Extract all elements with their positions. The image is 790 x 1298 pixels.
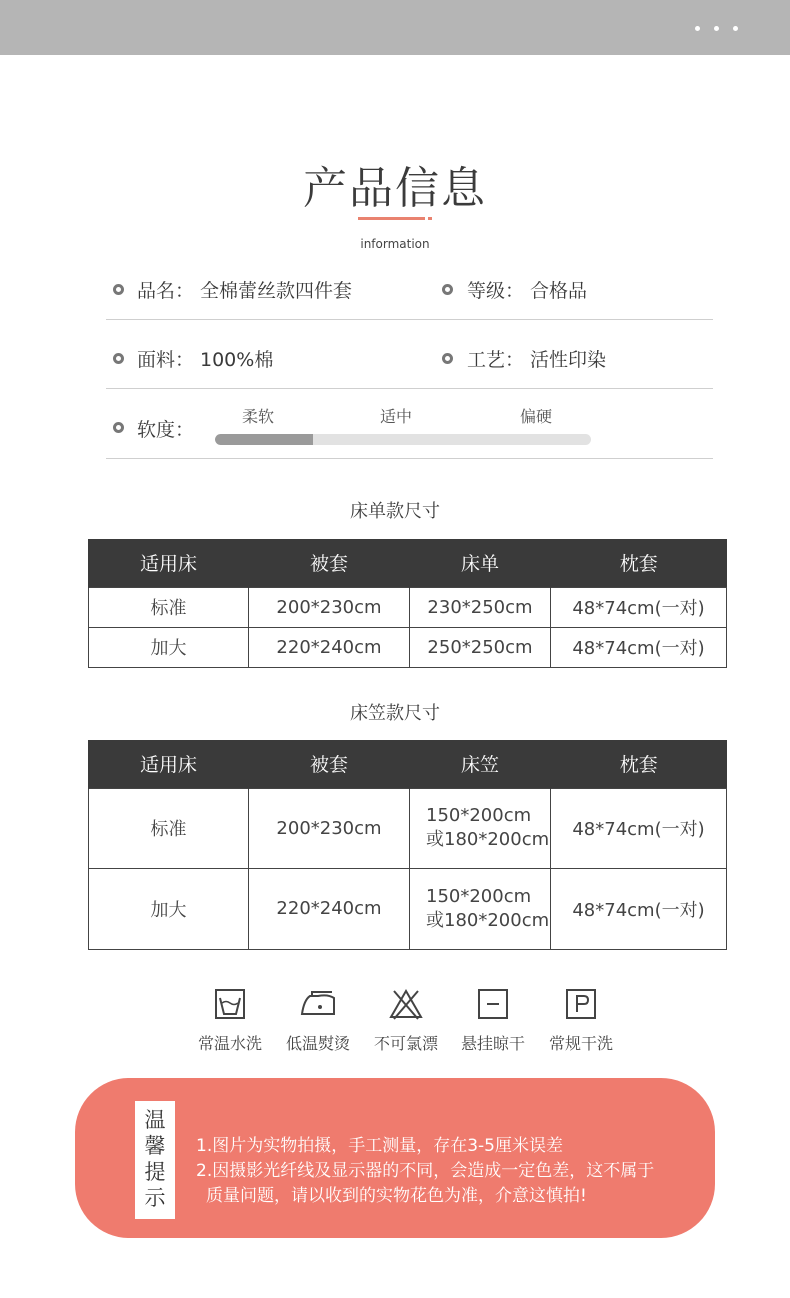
table-cell: 220*240cm (249, 868, 410, 949)
table-header-row (89, 539, 727, 587)
table-cell: 250*250cm (410, 627, 551, 667)
page-subtitle: information (360, 237, 430, 251)
hang-dry-icon (477, 988, 509, 1020)
fabric-value: 100%棉 (200, 349, 274, 371)
bullet-icon (113, 422, 124, 433)
care-item-dryclean (536, 988, 626, 1054)
cell-line: 或180*200cm (426, 829, 550, 850)
table-cell: 48*74cm(一对) (551, 788, 727, 868)
table-cell: 标准 (89, 788, 249, 868)
care-item-wash (185, 988, 275, 1054)
column-header: 被套 (249, 740, 410, 788)
table-row (89, 627, 727, 667)
grade-label: 等级： (467, 280, 525, 302)
notice-tag-char: 馨 (144, 1134, 166, 1158)
notice-box (75, 1078, 715, 1238)
notice-tag-char: 示 (144, 1186, 166, 1210)
flat-size-table (88, 539, 727, 668)
table-row (89, 587, 727, 627)
table-cell: 加大 (89, 627, 249, 667)
notice-tag-char: 提 (144, 1160, 166, 1184)
bullet-icon (442, 284, 453, 295)
care-label: 悬挂晾干 (460, 1034, 525, 1053)
table-cell: 48*74cm(一对) (551, 868, 727, 949)
flat-table-caption: 床单款尺寸 (350, 501, 440, 522)
name-label: 品名： (137, 280, 195, 302)
column-header: 床笠 (410, 740, 551, 788)
care-item-hang (448, 988, 538, 1054)
fabric-label: 面料： (137, 349, 195, 371)
table-cell (410, 788, 551, 868)
page-title: 产品信息 (303, 163, 487, 214)
care-item-bleach (361, 988, 451, 1054)
fitted-table-caption: 床笠款尺寸 (350, 703, 440, 724)
title-underline (358, 217, 425, 220)
title-underline-dot (428, 217, 432, 220)
softness-level-hard: 偏硬 (520, 407, 553, 426)
table-cell: 加大 (89, 868, 249, 949)
softness-level-medium: 适中 (380, 407, 413, 426)
notice-line: 1.图片为实物拍摄，手工测量，存在3-5厘米误差 (196, 1136, 563, 1156)
column-header: 被套 (249, 539, 410, 587)
more-menu-icon[interactable] (695, 26, 738, 31)
table-cell: 200*230cm (249, 788, 410, 868)
care-item-iron (273, 988, 363, 1054)
notice-tag (135, 1101, 175, 1219)
care-label: 不可氯漂 (373, 1034, 438, 1053)
column-header: 适用床 (89, 740, 249, 788)
table-row (89, 868, 727, 949)
softness-bar (215, 434, 591, 445)
column-header: 枕套 (551, 740, 727, 788)
table-cell: 200*230cm (249, 587, 410, 627)
no-bleach-icon (388, 988, 424, 1020)
table-cell: 230*250cm (410, 587, 551, 627)
dry-clean-icon (565, 988, 597, 1020)
bullet-icon (113, 353, 124, 364)
column-header: 床单 (410, 539, 551, 587)
notice-line: 2.因摄影光纤线及显示器的不同，会造成一定色差，这不属于 (196, 1161, 655, 1181)
wash-tub-icon (214, 988, 246, 1020)
cell-line: 或180*200cm (426, 909, 550, 931)
bullet-icon (442, 353, 453, 364)
table-cell: 220*240cm (249, 627, 410, 667)
cell-line: 150*200cm (426, 805, 532, 826)
grade-value: 合格品 (530, 280, 588, 302)
column-header: 适用床 (89, 539, 249, 587)
name-value: 全棉蕾丝款四件套 (200, 280, 353, 302)
care-label: 常规干洗 (548, 1034, 613, 1053)
softness-bar-fill (215, 434, 313, 445)
table-cell (410, 868, 551, 949)
info-row-fabric-craft (106, 319, 713, 389)
notice-line: 质量问题，请以收到的实物花色为准，介意这慎拍! (206, 1186, 587, 1206)
info-row-name-grade (106, 250, 713, 320)
info-row-softness (106, 389, 713, 459)
care-label: 低温熨烫 (285, 1034, 350, 1053)
bullet-icon (113, 284, 124, 295)
fitted-size-table (88, 740, 727, 950)
craft-value: 活性印染 (530, 349, 607, 371)
care-label: 常温水洗 (197, 1034, 262, 1053)
table-cell: 标准 (89, 587, 249, 627)
top-bar (0, 0, 790, 55)
notice-tag-char: 温 (144, 1108, 166, 1132)
table-cell: 48*74cm(一对) (551, 587, 727, 627)
cell-line: 150*200cm (426, 885, 532, 907)
column-header: 枕套 (551, 539, 727, 587)
table-cell: 48*74cm(一对) (551, 627, 727, 667)
craft-label: 工艺： (467, 349, 525, 371)
softness-level-soft: 柔软 (242, 407, 275, 426)
table-header-row (89, 740, 727, 788)
iron-icon (298, 988, 338, 1020)
table-row (89, 788, 727, 868)
softness-label: 软度： (137, 419, 195, 441)
